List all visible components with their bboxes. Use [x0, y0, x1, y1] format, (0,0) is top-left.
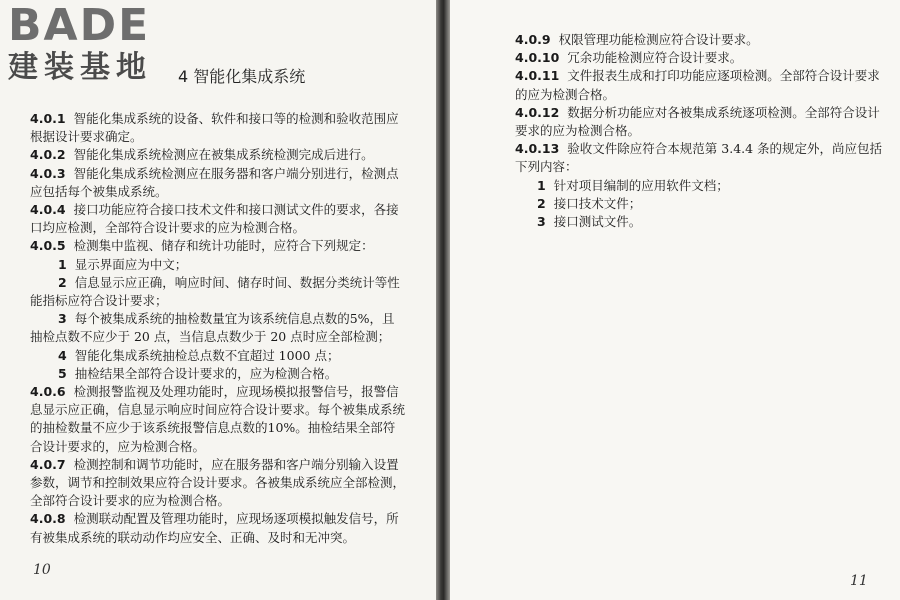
item-text: 接口技术文件；: [553, 195, 642, 211]
item-number: 3: [537, 214, 546, 230]
item-number: 5: [58, 365, 67, 381]
clause-paragraph: [30, 146, 406, 164]
page-number-left: 10: [33, 562, 51, 578]
clause-number: 4.0.12: [515, 104, 560, 120]
clause-text: 文件报表生成和打印功能应逐项检测。全部符合设计要求的应为检测合格。: [515, 68, 880, 102]
clause-number: 4.0.4: [30, 202, 66, 218]
list-item: [30, 347, 406, 365]
clause-paragraph: [515, 67, 885, 103]
list-item: [515, 195, 885, 213]
left-page-body: [30, 110, 406, 547]
list-item: [30, 365, 406, 383]
item-number: 4: [58, 347, 67, 363]
clause-number: 4.0.13: [515, 141, 560, 157]
clause-number: 4.0.7: [30, 456, 66, 472]
list-item: [515, 213, 885, 231]
clause-text: 智能化集成系统的设备、软件和接口等的检测和验收范围应根据设计要求确定。: [30, 111, 399, 145]
clause-paragraph: [30, 456, 406, 511]
clause-number: 4.0.9: [515, 32, 551, 47]
clause-text: 验收文件除应符合本规范第 3.4.4 条的规定外，尚应包括下列内容：: [515, 141, 883, 175]
clause-paragraph: [30, 201, 406, 237]
clause-text: 检测联动配置及管理功能时，应现场逐项模拟触发信号，所有被集成系统的联动动作均应安全、正确、及时和无冲突。: [30, 511, 399, 545]
clause-paragraph: [30, 383, 406, 456]
item-text: 针对项目编制的应用软件文档；: [553, 177, 729, 193]
item-number: 1: [58, 256, 67, 272]
logo-subtitle: 建装基地: [8, 50, 152, 85]
book-gutter: [436, 0, 450, 600]
clause-paragraph: [515, 104, 885, 140]
clause-text: 检测集中监视、储存和统计功能时，应符合下列规定：: [73, 238, 374, 254]
item-text: 信息显示应正确，响应时间、储存时间、数据分类统计等性能指标应符合设计要求；: [30, 274, 400, 309]
clause-text: 权限管理功能检测应符合设计要求。: [558, 32, 759, 47]
clause-paragraph: [515, 31, 885, 49]
clause-text: 智能化集成系统检测应在服务器和客户端分别进行，检测点应包括每个被集成系统。: [30, 165, 399, 199]
left-page: [0, 0, 436, 600]
clause-number: 4.0.8: [30, 511, 66, 527]
bade-logo: [8, 0, 152, 86]
clause-paragraph: [30, 110, 406, 146]
logo-mark: BADE: [8, 0, 151, 51]
clause-text: 数据分析功能应对各被集成系统逐项检测。全部符合设计要求的应为检测合格。: [515, 104, 880, 139]
list-item: [30, 274, 406, 310]
list-item: [30, 310, 406, 346]
clause-number: 4.0.5: [30, 238, 66, 254]
clause-paragraph: [515, 49, 885, 67]
item-number: 3: [58, 311, 67, 327]
clause-paragraph: [515, 140, 885, 176]
clause-text: 检测控制和调节功能时，应在服务器和客户端分别输入设置参数，调节和控制效果应符合设计要求。各被集成系统应全部检测，全部符合设计要求的应为检测合格。: [30, 456, 406, 509]
item-text: 抽检结果全部符合设计要求的，应为检测合格。: [74, 365, 338, 381]
item-text: 显示界面应为中文；: [74, 256, 188, 272]
right-page-body: [515, 31, 885, 231]
list-item: [515, 177, 885, 195]
clause-paragraph: [30, 237, 406, 255]
item-number: 1: [537, 177, 546, 193]
clause-number: 4.0.11: [515, 68, 560, 84]
clause-number: 4.0.2: [30, 147, 66, 163]
clause-number: 4.0.1: [30, 111, 66, 126]
clause-paragraph: [30, 510, 406, 546]
item-text: 智能化集成系统抽检总点数不宜超过 1000 点；: [74, 347, 340, 363]
clause-number: 4.0.10: [515, 50, 560, 66]
item-text: 每个被集成系统的抽检数量宜为该系统信息点数的5%，且抽检点数不应少于 20 点，当信息点数少于 20 点时应全部检测；: [30, 311, 395, 345]
item-number: 2: [537, 195, 546, 211]
clause-paragraph: [30, 165, 406, 201]
clause-text: 检测报警监视及处理功能时，应现场模拟报警信号，报警信息显示应正确，信息显示响应时间应符合设计要求。每个被集成系统的抽检数量不应少于该系统报警信息点数的10%。抽检结果全部符合设计要求的，应为检测合格。: [30, 384, 406, 454]
right-page: [450, 0, 900, 600]
clause-text: 接口功能应符合接口技术文件和接口测试文件的要求，各接口均应检测，全部符合设计要求的应为检测合格。: [30, 202, 399, 236]
clause-text: 智能化集成系统检测应在被集成系统检测完成后进行。: [73, 147, 374, 163]
page-number-right: 11: [850, 573, 868, 589]
clause-number: 4.0.3: [30, 165, 66, 181]
chapter-title: 4 智能化集成系统: [178, 67, 306, 86]
list-item: [30, 256, 406, 274]
clause-text: 冗余功能检测应符合设计要求。: [567, 50, 743, 66]
item-number: 2: [58, 274, 67, 290]
clause-number: 4.0.6: [30, 384, 66, 400]
item-text: 接口测试文件。: [553, 214, 642, 230]
